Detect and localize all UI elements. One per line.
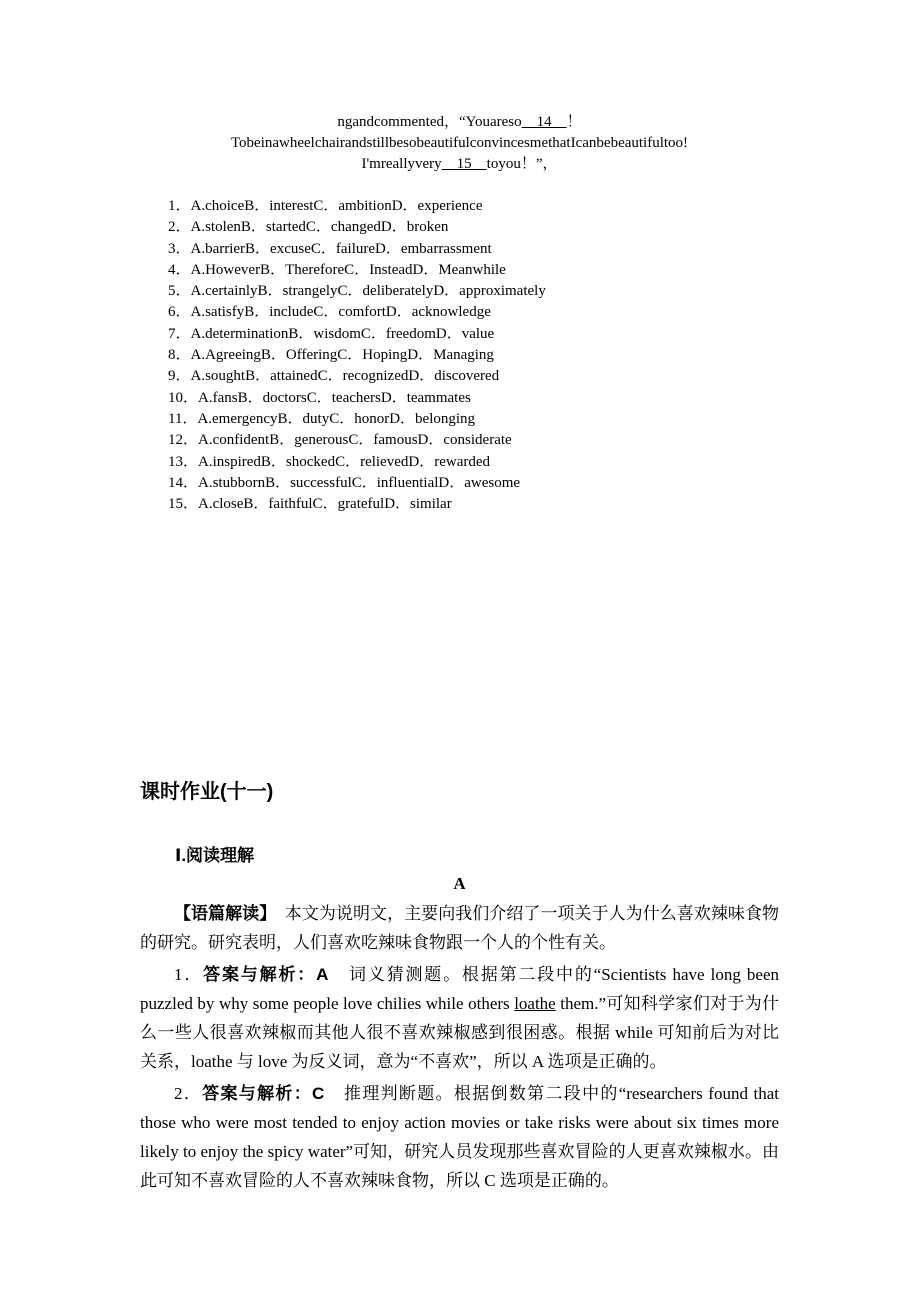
passage-line-3 [140, 154, 779, 175]
option-line-15: 15．A.closeB．faithfulC．gratefulD．similar [168, 496, 452, 513]
homework-section [140, 779, 779, 1195]
answer-item-1 [140, 960, 779, 1076]
option-line-14: 14．A.stubbornB．successfulC．influentialD．awesome [168, 474, 521, 491]
option-line-12: 12．A.confidentB．generousC．famousD．considerate [168, 432, 512, 449]
option-line-10: 10．A.fansB．doctorsC．teachersD．teammates [168, 389, 471, 406]
underlined-word: loathe [514, 994, 556, 1014]
passage-text: TobeinawheelchairandstillbesobeautifulconvincesmethatIcanbebeautifultoo! [230, 135, 689, 151]
passage-text: ngandcommented，“Youareso [337, 114, 522, 130]
option-line-11: 11．A.emergencyB．dutyC．honorD．belonging [168, 410, 476, 427]
passage-text: toyou！”， [486, 156, 558, 172]
option-line-2: 2．A.stolenB．startedC．changedD．broken [168, 219, 449, 236]
explanation-text: 推理判断题。根据倒数第二段中的“researchers found that those who were most tended to enjoy action movies or take risks were about six times more likely to enjoy the spicy water”可知，研究人员发现那些喜欢冒险的人更喜欢辣椒水。由此可知不喜欢冒险的人不喜欢辣味食物，所以 C 选项是正确的。 [140, 1084, 780, 1191]
passage-line-2 [140, 133, 779, 154]
option-line-3: 3．A.barrierB．excuseC．failureD．embarrassment [168, 240, 492, 257]
answer-item-2 [140, 1079, 779, 1195]
passage-text: I'mreallyvery [361, 156, 442, 172]
option-line-5: 5．A.certainlyB．strangelyC．deliberatelyD．approximately [168, 283, 546, 300]
analysis-intro-paragraph [140, 899, 779, 957]
option-line-13: 13．A.inspiredB．shockedC．relievedD．rewarded [168, 453, 491, 470]
section-heading: 课时作业(十一) [140, 781, 274, 804]
passage-label: A [453, 874, 466, 894]
subsection-heading: Ⅰ.阅读理解 [175, 846, 255, 866]
option-line-6: 6．A.satisfyB．includeC．comfortD．acknowledge [168, 304, 491, 321]
analysis-intro-text: 本文为说明文，主要向我们介绍了一项关于人为什么喜欢辣味食物的研究。研究表明，人们喜欢吃辣味食物跟一个人的个性有关。 [140, 904, 780, 953]
item-number: 2． [174, 1084, 203, 1104]
option-line-1: 1．A.choiceB．interestC．ambitionD．experience [168, 198, 483, 214]
passage-line-1 [140, 112, 779, 133]
passage-text: ！ [566, 114, 582, 130]
explanation-text: them.”可知科学家们对于为什么一些人很喜欢辣椒而其他人很不喜欢辣椒感到很困惑。根据 while 可知前后为对比关系，loathe 与 love 为反义词，意为“不喜欢”，所以 A 选项是正确的。 [140, 994, 779, 1072]
option-line-9: 9．A.soughtB．attainedC．recognizedD．discovered [168, 368, 500, 385]
answer-label: 答案与解析：C [202, 1084, 325, 1104]
options-list [140, 196, 779, 515]
answer-label: 答案与解析：A [203, 965, 329, 985]
option-line-7: 7．A.determinationB．wisdomC．freedomD．value [168, 325, 495, 342]
blank-14: 14 [521, 114, 567, 130]
option-line-4: 4．A.HoweverB．ThereforeC．InsteadD．Meanwhile [168, 261, 506, 278]
option-line-8: 8．A.AgreeingB．OfferingC．HopingD．Managing [168, 347, 494, 364]
item-number: 1． [174, 965, 204, 985]
explanation-text: 词义猜测题。根据第二段中的“Scientists have long been puzzled by why some people love chilies while others [140, 965, 780, 1014]
analysis-intro-label: 【语篇解读】 [174, 904, 268, 924]
blank-15: 15 [441, 156, 487, 172]
cloze-passage-excerpt [140, 112, 779, 175]
